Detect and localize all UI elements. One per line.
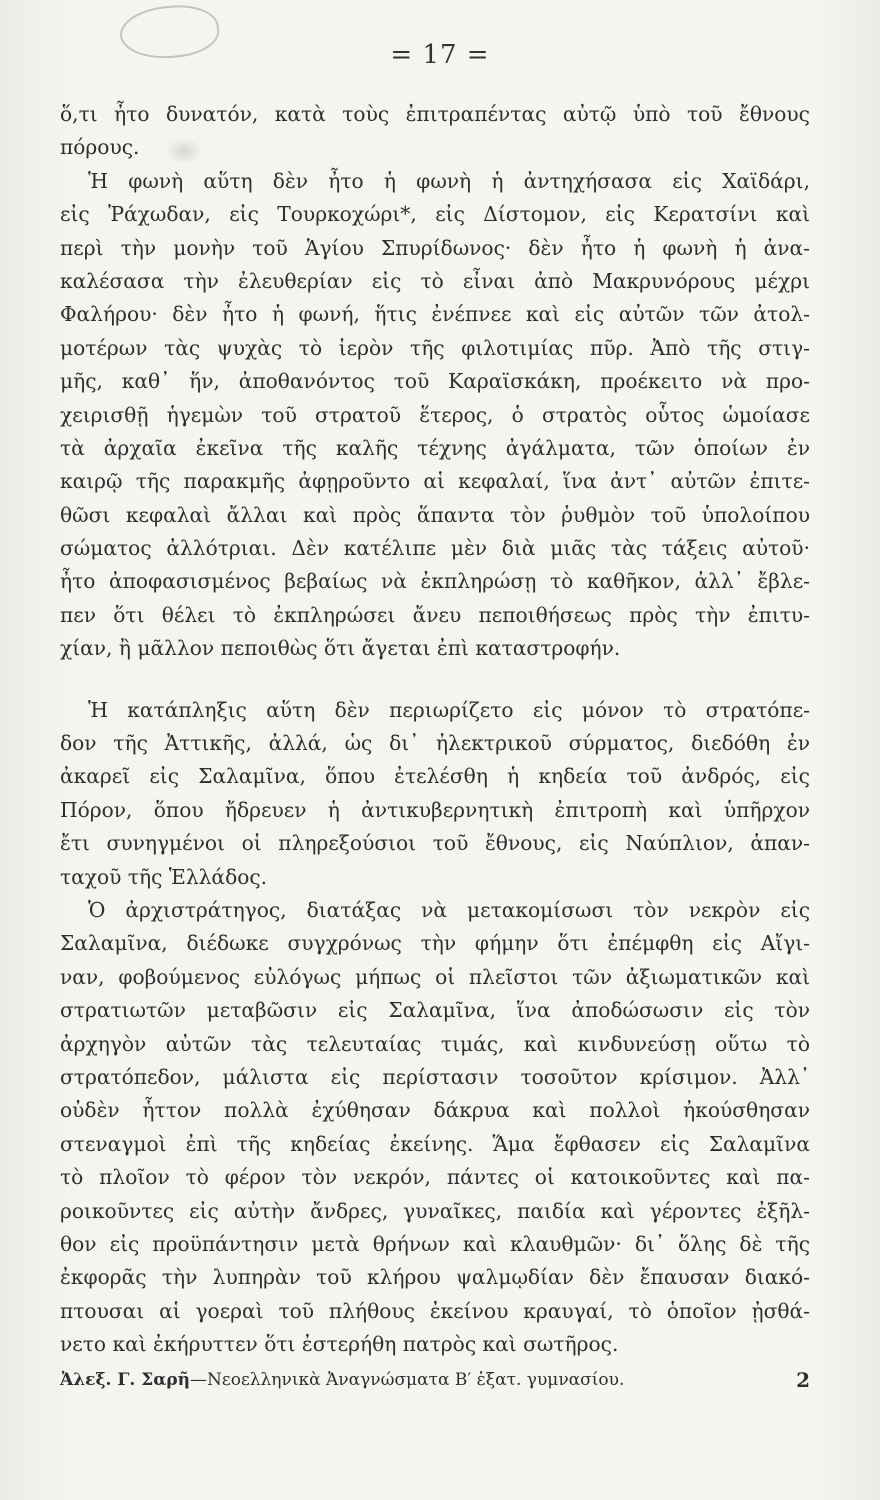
signature-mark: 2 (796, 1368, 810, 1392)
footer-author: Ἀλεξ. Γ. Σαρῆ (60, 1370, 191, 1390)
text-line: πόρους. (60, 135, 140, 160)
text-line: καιρῷ τῆς παρακμῆς ἀφῃροῦντο αἱ κεφαλαί, ἵνα ἀντ᾽ αὐτῶν ἐπιτε- (60, 469, 810, 494)
text-line: οὐδὲν ἧττον πολλὰ ἐχύθησαν δάκρυα καὶ πολλοὶ ἠκούσθησαν (60, 1098, 810, 1123)
text-line: Πόρον, ὅπου ἤδρευεν ἡ ἀντικυβερνητικὴ ἐπιτροπὴ καὶ ὑπῆρχον (60, 797, 810, 822)
text-line: περὶ τὴν μονὴν τοῦ Ἁγίου Σπυρίδωνος· δὲν ἦτο ἡ φωνὴ ἡ ἀνα- (60, 235, 810, 260)
text-line: καλέσασα τὴν ἐλευθερίαν εἰς τὸ εἶναι ἀπὸ Μακρυνόρους μέχρι (60, 268, 810, 293)
text-line: ἀρχηγὸν αὐτῶν τὰς τελευταίας τιμάς, καὶ κινδυνεύσῃ οὕτω τὸ (60, 1031, 810, 1056)
text-line: ροικοῦντες εἰς αὐτὴν ἄνδρες, γυναῖκες, παιδία καὶ γέροντες ἐξῆλ- (60, 1198, 810, 1223)
paragraph-3 (60, 894, 810, 1361)
text-line: Σαλαμῖνα, διέδωκε συγχρόνως τὴν φήμην ὅτι ἐπέμφθη εἰς Αἴγι- (60, 931, 810, 956)
text-line: ταχοῦ τῆς Ἑλλάδος. (60, 864, 268, 889)
text-line: στεναγμοὶ ἐπὶ τῆς κηδείας ἐκείνης. Ἅμα ἔφθασεν εἰς Σαλαμῖνα (60, 1131, 810, 1156)
page-footer (60, 1363, 810, 1397)
text-line: τὸ πλοῖον τὸ φέρον τὸν νεκρόν, πάντες οἱ κατοικοῦντες καὶ πα- (60, 1165, 810, 1190)
text-line: θῶσι κεφαλαὶ ἄλλαι καὶ πρὸς ἅπαντα τὸν ῥυθμὸν τοῦ ὑπολοίπου (60, 502, 810, 527)
text-line: ὅ,τι ἦτο δυνατόν, κατὰ τοὺς ἐπιτραπέντας αὐτῷ ὑπὸ τοῦ ἔθνους (60, 102, 810, 126)
text-line: μῆς, καθ᾽ ἥν, ἀποθανόντος τοῦ Καραϊσκάκη, προέκειτο νὰ προ- (60, 369, 810, 394)
text-line: Ἡ κατάπληξις αὕτη δὲν περιωρίζετο εἰς μόνον τὸ στρατόπε- (88, 697, 810, 722)
text-line: στρατόπεδον, μάλιστα εἰς περίστασιν τοσοῦτον κρίσιμον. Ἀλλ᾽ (60, 1064, 810, 1089)
footer-title: —Νεοελληνικὰ Ἀναγνώσματα Β′ ἑξατ. γυμνασίου. (190, 1370, 625, 1390)
page-number: = 17 = (390, 40, 490, 70)
paragraph-1 (60, 98, 810, 666)
text-line: ἀκαρεῖ εἰς Σαλαμῖνα, ὅπου ἐτελέσθη ἡ κηδεία τοῦ ἀνδρός, εἰς (60, 764, 810, 789)
text-line: τὰ ἀρχαῖα ἐκεῖνα τῆς καλῆς τέχνης ἀγάλματα, τῶν ὁποίων ἐν (60, 435, 810, 460)
text-line: ἦτο ἀποφασισμένος βεβαίως νὰ ἐκπληρώσῃ τὸ καθῆκον, ἀλλ᾽ ἔβλε- (60, 569, 810, 594)
text-line: ἔτι συνηγμένοι οἱ πληρεξούσιοι τοῦ ἔθνους, εἰς Ναύπλιον, ἁπαν- (60, 831, 810, 856)
paragraph-2 (60, 694, 810, 894)
text-line: πεν ὅτι θέλει τὸ ἐκπληρώσει ἄνευ πεποιθήσεως πρὸς τὴν ἐπιτυ- (60, 602, 810, 627)
text-line: Φαλήρου· δὲν ἦτο ἡ φωνή, ἥτις ἐνέπνεε καὶ εἰς αὐτῶν τῶν ἀτολ- (60, 302, 810, 327)
text-line: χειρισθῇ ἡγεμὼν τοῦ στρατοῦ ἕτερος, ὁ στρατὸς οὗτος ὡμοίασε (60, 402, 810, 427)
footer-citation (60, 1363, 624, 1397)
text-line: μοτέρων τὰς ψυχὰς τὸ ἱερὸν τῆς φιλοτιμίας πῦρ. Ἀπὸ τῆς στιγ- (60, 335, 810, 360)
text-line: στρατιωτῶν μεταβῶσιν εἰς Σαλαμῖνα, ἵνα ἀποδώσωσιν εἰς τὸν (60, 998, 810, 1023)
text-line: σώματος ἀλλότριαι. Δὲν κατέλιπε μὲν διὰ μιᾶς τὰς τάξεις αὐτοῦ· (60, 536, 810, 561)
text-line: θον εἰς προϋπάντησιν μετὰ θρήνων καὶ κλαυθμῶν· δι᾽ ὅλης δὲ τῆς (60, 1231, 810, 1256)
text-line: χίαν, ἢ μᾶλλον πεποιθὼς ὅτι ἄγεται ἐπὶ καταστροφήν. (60, 636, 621, 661)
text-line: ναν, φοβούμενος εὐλόγως μήπως οἱ πλεῖστοι τῶν ἀξιωματικῶν καὶ (60, 964, 810, 989)
text-line: δον τῆς Ἀττικῆς, ἀλλά, ὡς δι᾽ ἠλεκτρικοῦ σύρματος, διεδόθη ἐν (60, 731, 810, 756)
text-line: Ὁ ἀρχιστράτηγος, διατάξας νὰ μετακομίσωσι τὸν νεκρὸν εἰς (88, 897, 810, 922)
text-line: εἰς Ῥάχωδαν, εἰς Τουρκοχώρι*, εἰς Δίστομον, εἰς Κερατσίνι καὶ (60, 202, 810, 227)
body-text (60, 98, 810, 1361)
text-line: ἐκφορᾶς τὴν λυπηρὰν τοῦ κλήρου ψαλμῳδίαν δὲν ἔπαυσαν διακό- (60, 1265, 810, 1290)
text-line: Ἡ φωνὴ αὕτη δὲν ἦτο ἡ φωνὴ ἡ ἀντηχήσασα εἰς Χαϊδάρι, (88, 168, 810, 193)
text-line: νετο καὶ ἐκήρυττεν ὅτι ἐστερήθη πατρὸς καὶ σωτῆρος. (60, 1332, 619, 1357)
text-line: πτουσαι αἱ γοεραὶ τοῦ πλήθους ἐκείνου κραυγαί, τὸ ὁποῖον ᾐσθά- (60, 1298, 810, 1323)
